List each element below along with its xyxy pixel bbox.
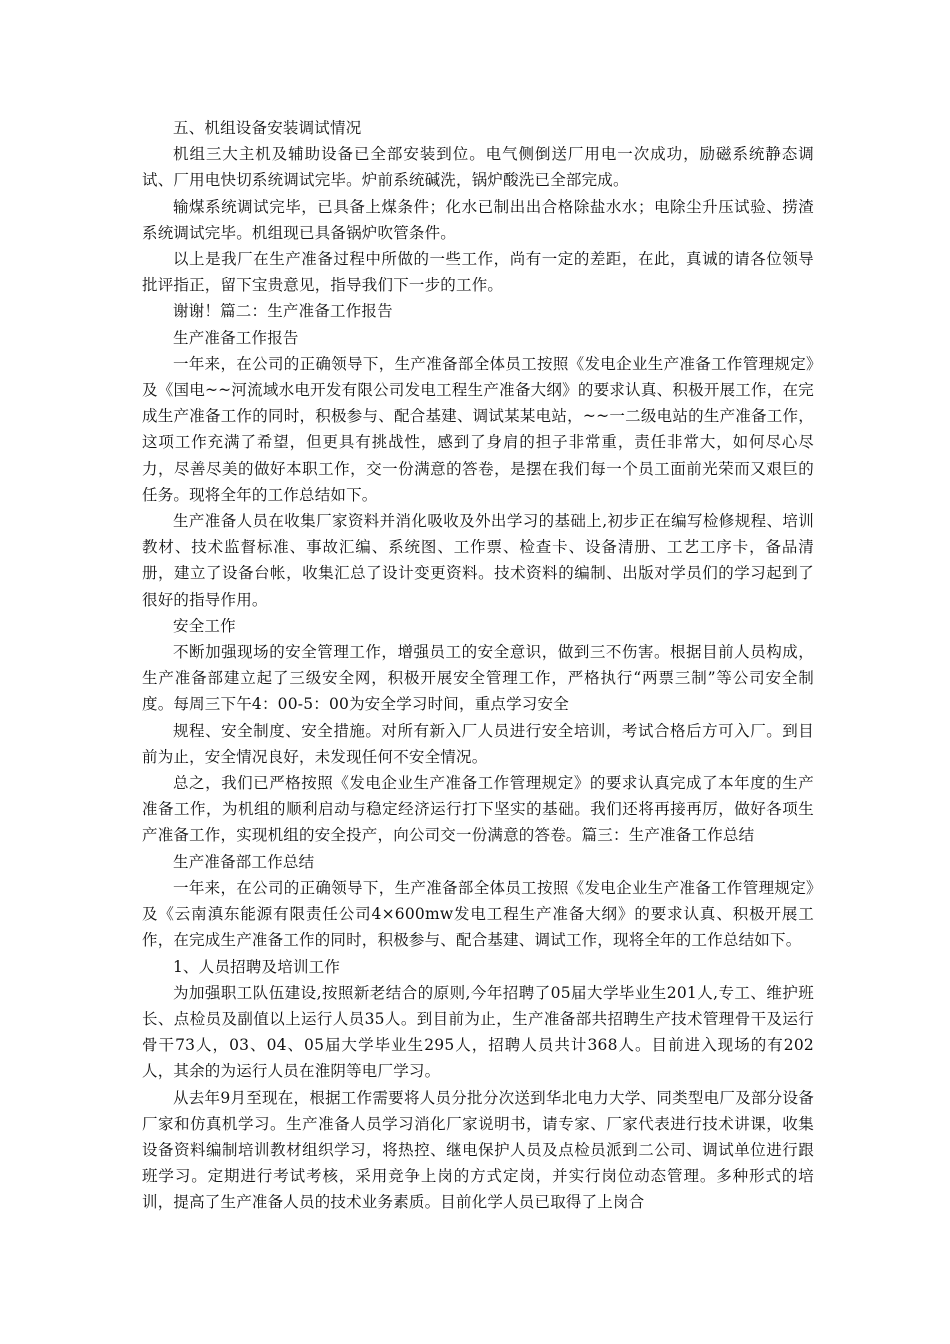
document-body (142, 115, 814, 1216)
paragraph-summary-part-three: 总之，我们已严格按照《发电企业生产准备工作管理规定》的要求认真完成了本年度的生产准备工作，为机组的顺利启动与稳定经济运行打下坚实的基础。我们还将再接再厉，做好各项生产准备工作，实现机组的安全投产，向公司交一份满意的答卷。篇三：生产准备工作总结 (142, 774, 814, 845)
paragraph-closing-remarks: 以上是我厂在生产准备过程中所做的一些工作，尚有一定的差距，在此，真诚的请各位领导批评指正，留下宝贵意见，指导我们下一步的工作。 (142, 250, 814, 295)
paragraph-recruitment: 为加强职工队伍建设,按照新老结合的原则,今年招聘了05届大学毕业生201人,专工、维护班长、点检员及副值以上运行人员35人。到目前为止，生产准备部共招聘生产技术管理骨干及运行骨干73人，03、04、05届大学毕业生295人，招聘人员共计368人。目前进入现场的有202人，其余的为运行人员在淮阴等电厂学习。 (142, 983, 814, 1081)
paragraph-coal-system: 输煤系统调试完毕，已具备上煤条件；化水已制出出合格除盐水水；电除尘升压试验、捞渣系统调试完毕。机组现已具备锅炉吹管条件。 (142, 197, 814, 242)
paragraph-safety-management: 不断加强现场的安全管理工作，增强员工的安全意识，做到三不伤害。根据目前人员构成，生产准备部建立起了三级安全网，积极开展安全管理工作，严格执行“两票三制”等公司安全制度。每周三下午4：00-5：00为安全学习时间，重点学习安全 (142, 643, 814, 714)
heading-recruitment-training: 1、人员招聘及培训工作 (173, 957, 341, 976)
heading-department-summary: 生产准备部工作总结 (173, 852, 315, 871)
paragraph-main-equipment: 机组三大主机及辅助设备已全部安装到位。电气侧倒送厂用电一次成功，励磁系统静态调试、厂用电快切系统调试完毕。炉前系统碱洗，锅炉酸洗已全部完成。 (142, 145, 814, 190)
section-heading-equipment-installation: 五、机组设备安装调试情况 (173, 119, 362, 137)
paragraph-thanks-part-two: 谢谢！篇二：生产准备工作报告 (173, 302, 393, 321)
paragraph-year-overview-2: 一年来，在公司的正确领导下，生产准备部全体员工按照《发电企业生产准备工作管理规定》及《云南滇东能源有限责任公司4×600mw发电工程生产准备大纲》的要求认真、积极开展工作，在完成生产准备工作的同时，积极参与、配合基建、调试工作，现将全年的工作总结如下。 (142, 878, 814, 950)
paragraph-year-overview: 一年来，在公司的正确领导下，生产准备部全体员工按照《发电企业生产准备工作管理规定》及《国电~~河流域水电开发有限公司发电工程生产准备大纲》的要求认真、积极开展工作，在完成生产准备工作的同时，积极参与、配合基建、调试某某电站，~~一二级电站的生产准备工作，这项工作充满了希望，但更具有挑战性，感到了身肩的担子非常重，责任非常大，如何尽心尽力，尽善尽美的做好本职工作，交一份满意的答卷，是摆在我们每一个员工面前光荣而又艰巨的任务。现将全年的工作总结如下。 (142, 354, 814, 504)
paragraph-safety-rules: 规程、安全制度、安全措施。对所有新入厂人员进行安全培训，考试合格后方可入厂。到目前为止，安全情况良好，未发现任何不安全情况。 (142, 721, 814, 766)
heading-safety-work: 安全工作 (173, 616, 236, 635)
paragraph-training: 从去年9月至现在，根据工作需要将人员分批分次送到华北电力大学、同类型电厂及部分设备厂家和仿真机学习。生产准备人员学习消化厂家说明书，请专家、厂家代表进行技术讲课，收集设备资料编制培训教材组织学习，将热控、继电保护人员及点检员派到二公司、调试单位进行跟班学习。定期进行考试考核，采用竞争上岗的方式定岗，并实行岗位动态管理。多种形式的培训，提高了生产准备人员的技术业务素质。目前化学人员已取得了上岗合 (142, 1088, 814, 1212)
paragraph-documentation: 生产准备人员在收集厂家资料并消化吸收及外出学习的基础上,初步正在编写检修规程、培训教材、技术监督标准、事故汇编、系统图、工作票、检查卡、设备清册、工艺工序卡，备品清册，建立了设备台帐，收集汇总了设计变更资料。技术资料的编制、出版对学员们的学习起到了很好的指导作用。 (142, 512, 814, 609)
heading-production-prep-report: 生产准备工作报告 (173, 328, 299, 347)
